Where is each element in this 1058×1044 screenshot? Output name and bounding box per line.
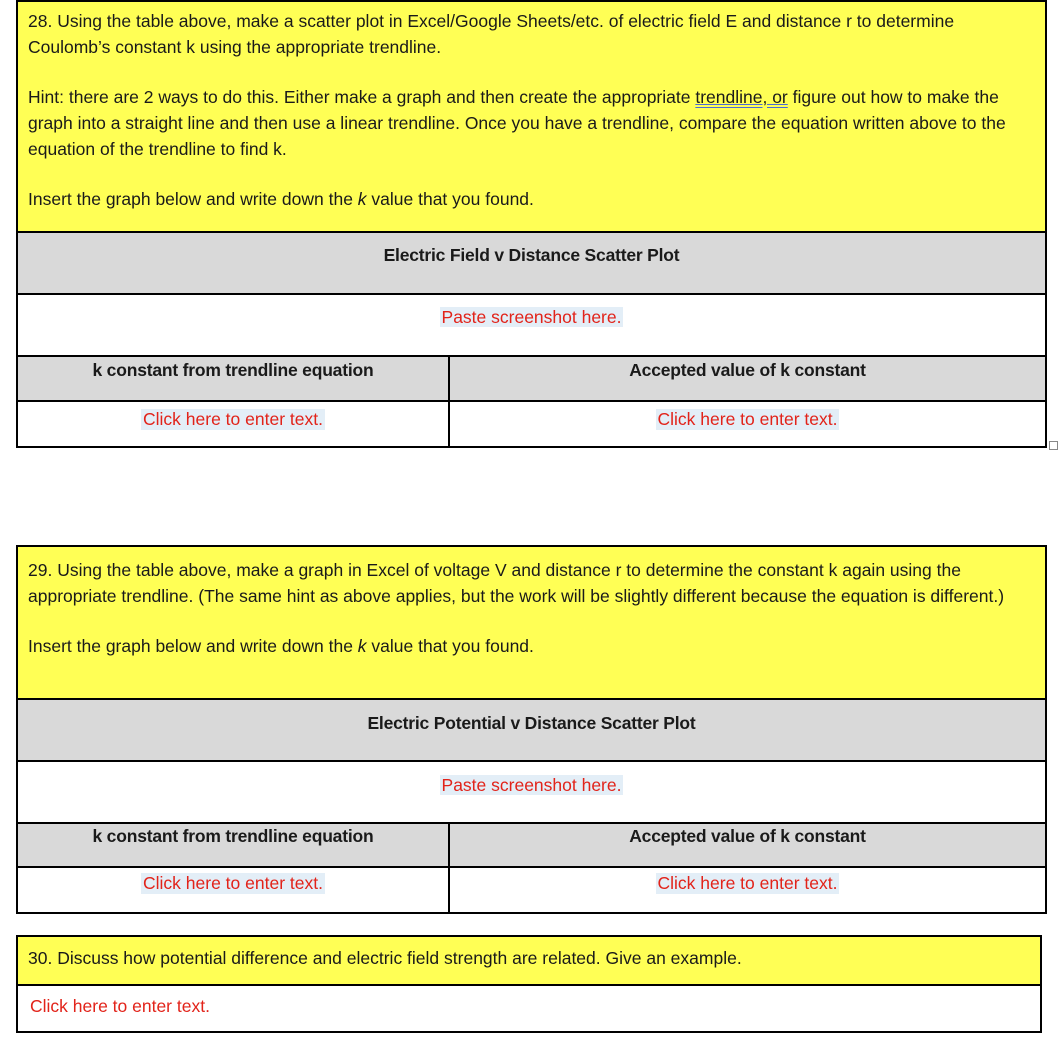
insert-text-end: value that you found. (366, 189, 534, 209)
question-29-table (16, 545, 1047, 914)
hint-text-start: Hint: there are 2 ways to do this. Either make a graph and then create the appropriate (28, 87, 696, 107)
insert-text-start: Insert the graph below and write down the (28, 636, 358, 656)
question-28-table (16, 0, 1047, 448)
question-28-k-trendline-placeholder[interactable]: Click here to enter text. (143, 408, 323, 429)
insert-text-end: value that you found. (366, 636, 534, 656)
question-28-answer-row (18, 400, 1045, 446)
question-28-k-accepted-cell[interactable] (450, 402, 1045, 446)
question-28-screenshot-cell[interactable] (18, 293, 1045, 355)
table-resize-handle[interactable] (1049, 441, 1058, 450)
question-30-prompt: 30. Discuss how potential difference and electric field strength are related. Give an example. (28, 948, 742, 968)
question-29-graph-title-cell (18, 698, 1045, 760)
question-28-prompt-cell (18, 2, 1045, 231)
question-28-insert-instruction (28, 186, 1035, 212)
insert-k-italic: k (357, 189, 367, 209)
question-30-answer-cell[interactable] (18, 984, 1040, 1031)
question-29-insert-instruction (28, 633, 1035, 659)
question-29-screenshot-cell[interactable] (18, 760, 1045, 822)
question-29-screenshot-placeholder[interactable]: Paste screenshot here. (441, 775, 622, 795)
hint-underlined-text: trendline, or (695, 87, 788, 107)
question-29-k-accepted-cell[interactable] (450, 868, 1045, 912)
question-29-k-trendline-placeholder[interactable]: Click here to enter text. (143, 872, 323, 893)
question-29-prompt-cell (18, 547, 1045, 698)
question-30-prompt-cell (18, 937, 1040, 984)
question-29-header-row (18, 822, 1045, 866)
question-29-col-k-accepted: Accepted value of k constant (629, 825, 866, 846)
question-28-k-trendline-cell[interactable] (18, 402, 450, 446)
question-28-graph-title: Electric Field v Distance Scatter Plot (383, 245, 680, 265)
question-28-prompt: 28. Using the table above, make a scatter plot in Excel/Google Sheets/etc. of electric field E and distance r to determine Coulomb’s constant k using the appropriate trendline. (28, 11, 955, 57)
question-28-col-k-accepted: Accepted value of k constant (629, 360, 866, 380)
question-29-k-trendline-cell[interactable] (18, 868, 450, 912)
question-29-col-k-trendline: k constant from trendline equation (18, 824, 450, 866)
question-30-answer-placeholder[interactable]: Click here to enter text. (30, 996, 210, 1016)
question-29-k-accepted-placeholder[interactable]: Click here to enter text. (657, 872, 838, 893)
question-30-table (16, 935, 1042, 1033)
question-29-answer-row (18, 866, 1045, 912)
question-28-col-k-trendline: k constant from trendline equation (18, 357, 450, 400)
question-28-header-row (18, 355, 1045, 400)
question-29-prompt: 29. Using the table above, make a graph in Excel of voltage V and distance r to determine the constant k again using the appropriate trendline. (The same hint as above applies, but the work will be slightly different because the equation is different.) (28, 560, 1005, 606)
question-28-graph-title-cell (18, 231, 1045, 293)
insert-text-start: Insert the graph below and write down the (28, 189, 358, 209)
question-28-screenshot-placeholder[interactable]: Paste screenshot here. (441, 307, 622, 327)
question-29-graph-title: Electric Potential v Distance Scatter Plot (367, 713, 696, 733)
insert-k-italic: k (357, 636, 367, 656)
hint-text-end: figure out how to make the graph into a straight line and then use a linear trendline. Once you have a trendline, compare the equation written above to the equation of the trendline to find k. (28, 87, 1006, 159)
question-28-hint (28, 84, 1035, 162)
question-28-k-accepted-placeholder[interactable]: Click here to enter text. (657, 408, 838, 429)
